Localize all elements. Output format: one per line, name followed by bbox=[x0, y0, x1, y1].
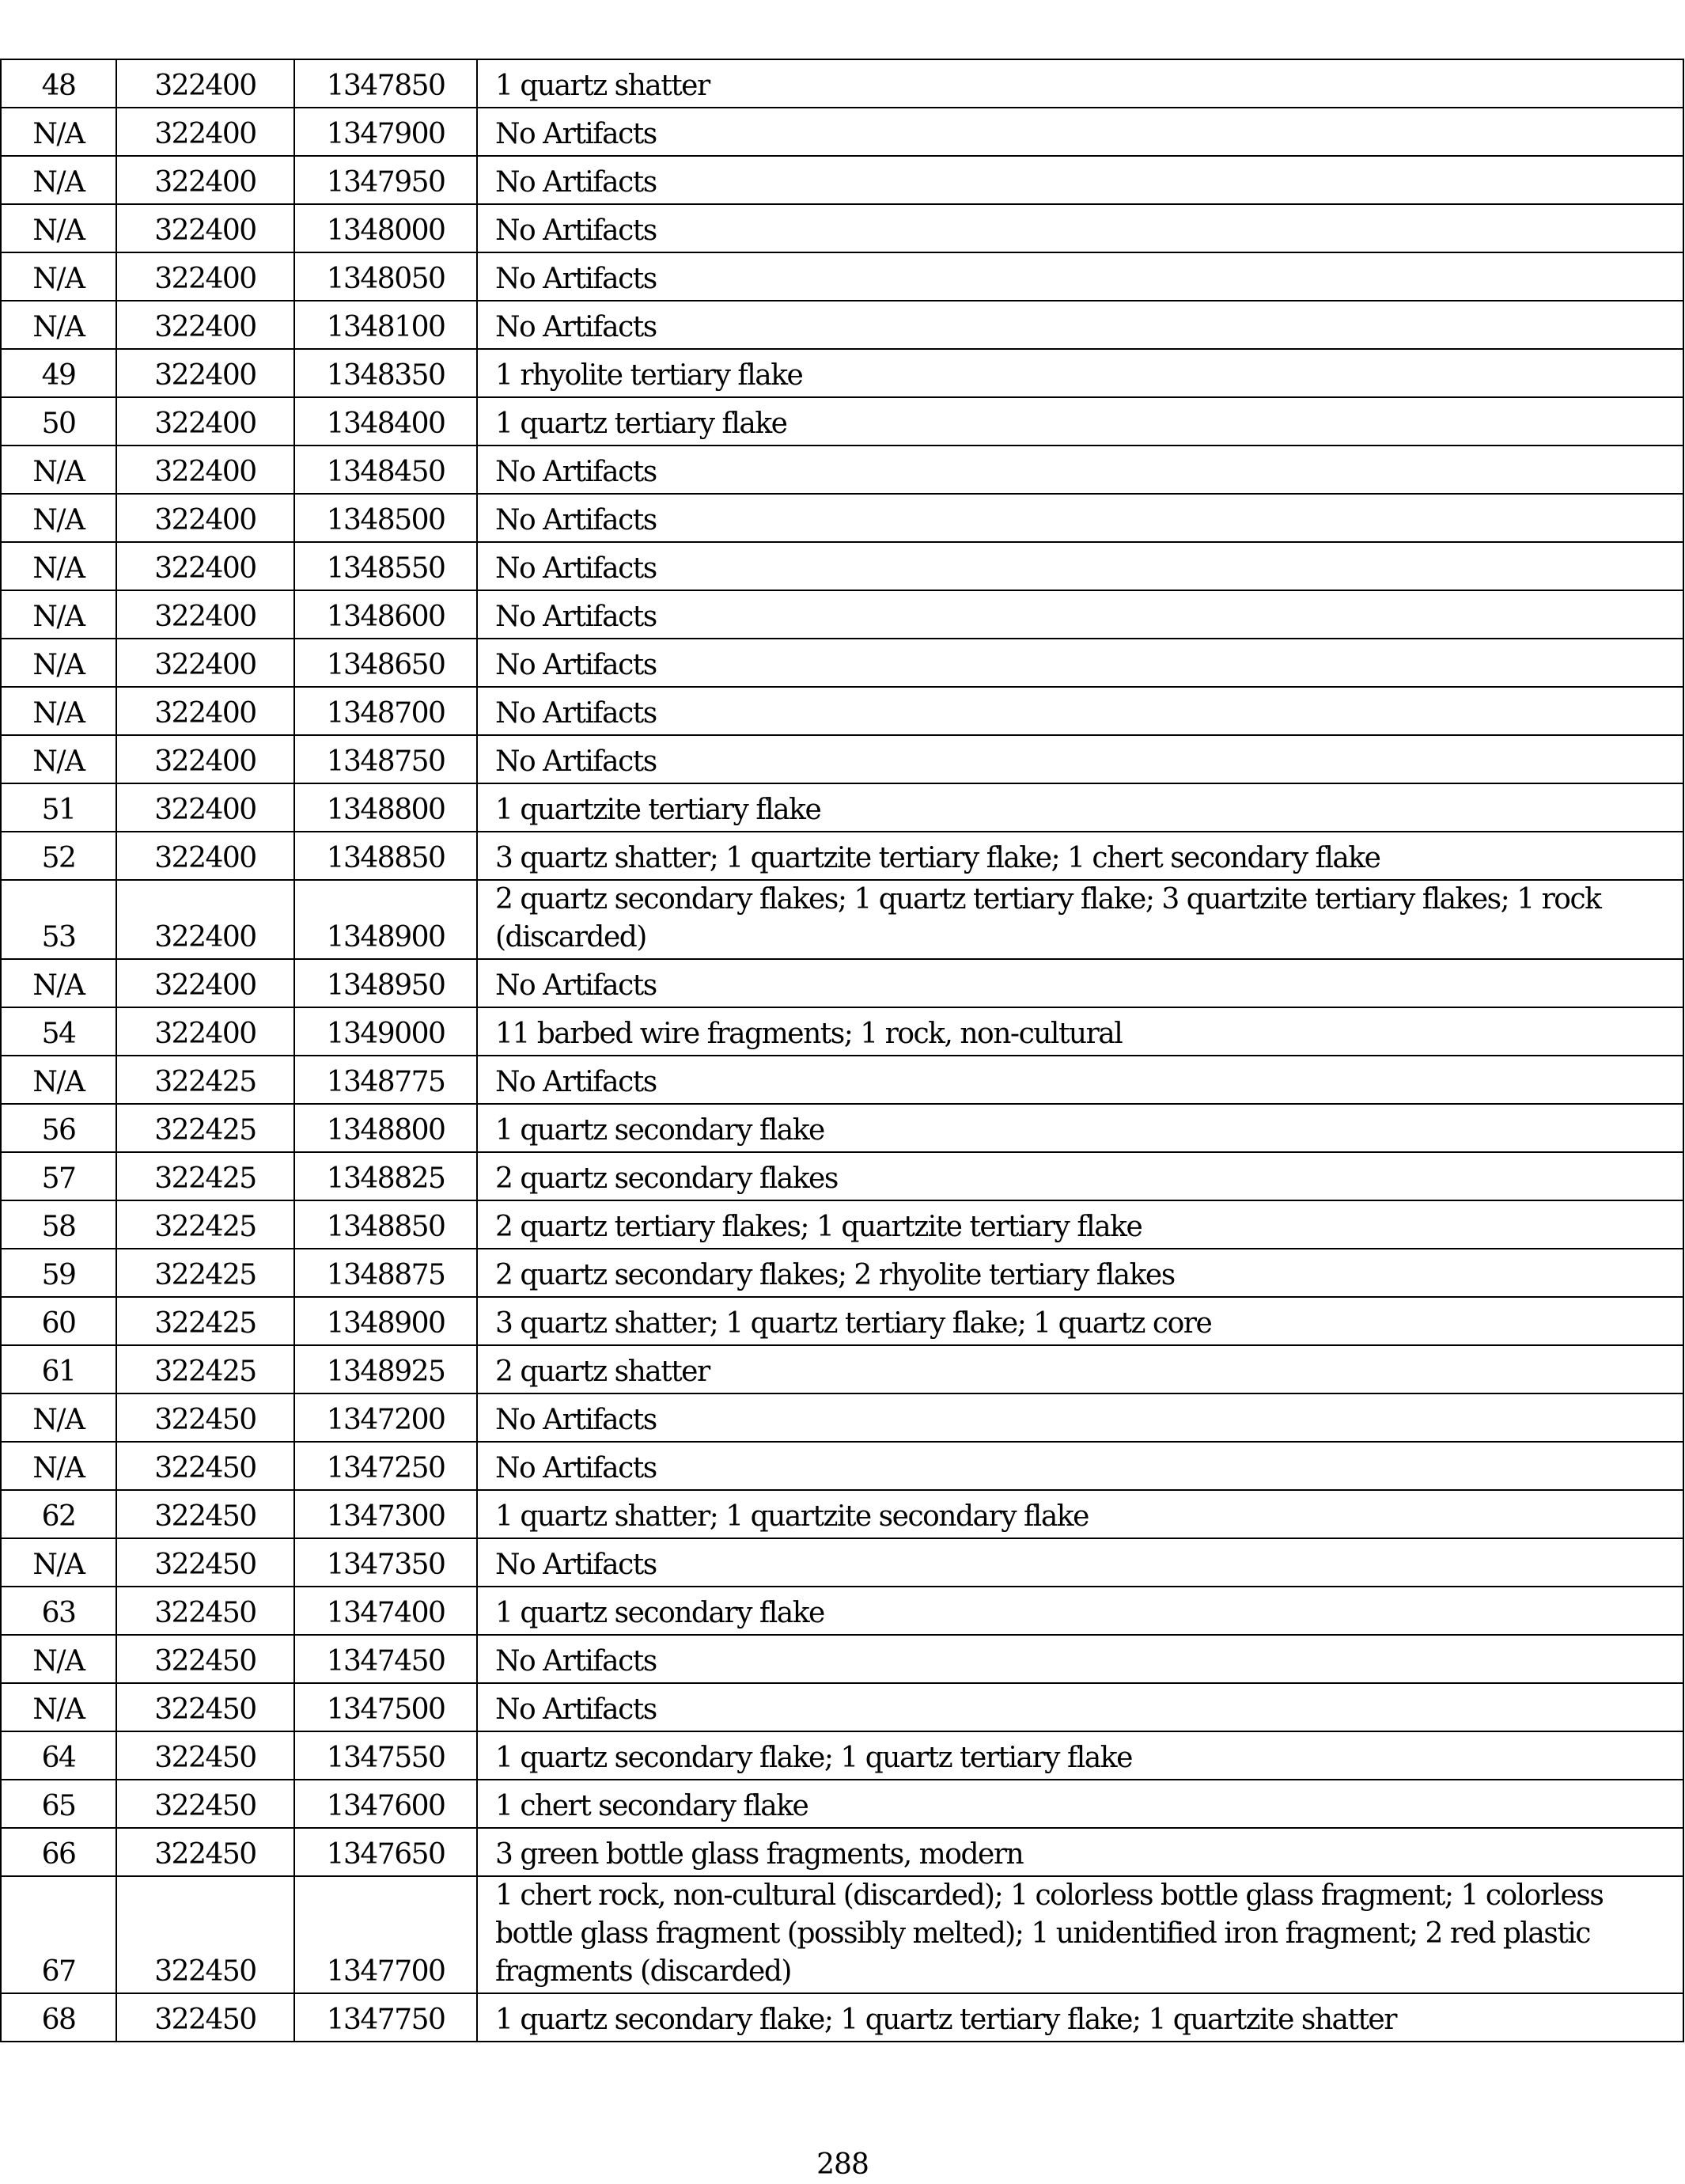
table-row bbox=[1, 397, 1683, 446]
table-row bbox=[1, 542, 1683, 590]
artifact-description-cell: No Artifacts bbox=[477, 494, 1683, 542]
table-row bbox=[1, 1345, 1683, 1393]
easting-cell: 322425 bbox=[116, 1056, 294, 1104]
table-row bbox=[1, 1587, 1683, 1635]
artifact-description-cell: 1 quartz tertiary flake bbox=[477, 397, 1683, 446]
northing-cell: 1347900 bbox=[294, 108, 477, 156]
easting-cell: 322450 bbox=[116, 1828, 294, 1876]
northing-cell: 1348900 bbox=[294, 1297, 477, 1345]
northing-cell: 1348650 bbox=[294, 639, 477, 687]
easting-cell: 322425 bbox=[116, 1152, 294, 1200]
table-row bbox=[1, 639, 1683, 687]
table-row bbox=[1, 1007, 1683, 1056]
shovel-test-number-cell: 49 bbox=[1, 349, 116, 397]
artifact-description-cell: No Artifacts bbox=[477, 542, 1683, 590]
easting-cell: 322400 bbox=[116, 156, 294, 204]
table-row bbox=[1, 494, 1683, 542]
table-row bbox=[1, 1683, 1683, 1731]
shovel-test-number-cell: N/A bbox=[1, 735, 116, 783]
table-row bbox=[1, 1297, 1683, 1345]
northing-cell: 1348800 bbox=[294, 783, 477, 832]
northing-cell: 1348825 bbox=[294, 1152, 477, 1200]
artifact-description-cell: No Artifacts bbox=[477, 156, 1683, 204]
artifact-description-cell: 1 quartz secondary flake; 1 quartz tertiary flake bbox=[477, 1731, 1683, 1780]
artifact-description-cell: No Artifacts bbox=[477, 687, 1683, 735]
shovel-test-number-cell: 66 bbox=[1, 1828, 116, 1876]
artifact-description-cell: No Artifacts bbox=[477, 252, 1683, 301]
shovel-test-number-cell: 68 bbox=[1, 1993, 116, 2042]
shovel-test-number-cell: 65 bbox=[1, 1780, 116, 1828]
easting-cell: 322400 bbox=[116, 542, 294, 590]
table-row bbox=[1, 687, 1683, 735]
easting-cell: 322450 bbox=[116, 1993, 294, 2042]
northing-cell: 1348450 bbox=[294, 446, 477, 494]
easting-cell: 322400 bbox=[116, 735, 294, 783]
table-row bbox=[1, 590, 1683, 639]
easting-cell: 322450 bbox=[116, 1442, 294, 1490]
artifact-description-cell: 2 quartz secondary flakes; 1 quartz tertiary flake; 3 quartzite tertiary flakes; 1 rock (discarded) bbox=[477, 880, 1683, 959]
table-row bbox=[1, 1490, 1683, 1538]
table-row bbox=[1, 1876, 1683, 1993]
northing-cell: 1348850 bbox=[294, 1200, 477, 1249]
easting-cell: 322400 bbox=[116, 252, 294, 301]
table-row bbox=[1, 735, 1683, 783]
shovel-test-number-cell: 51 bbox=[1, 783, 116, 832]
easting-cell: 322425 bbox=[116, 1104, 294, 1152]
artifact-description-cell: No Artifacts bbox=[477, 301, 1683, 349]
table-row bbox=[1, 156, 1683, 204]
table-row bbox=[1, 832, 1683, 880]
northing-cell: 1347250 bbox=[294, 1442, 477, 1490]
artifact-description-cell: No Artifacts bbox=[477, 446, 1683, 494]
artifact-description-cell: 2 quartz tertiary flakes; 1 quartzite tertiary flake bbox=[477, 1200, 1683, 1249]
shovel-test-number-cell: 62 bbox=[1, 1490, 116, 1538]
northing-cell: 1348400 bbox=[294, 397, 477, 446]
table-row bbox=[1, 349, 1683, 397]
table-row bbox=[1, 1393, 1683, 1442]
easting-cell: 322400 bbox=[116, 349, 294, 397]
shovel-test-number-cell: N/A bbox=[1, 687, 116, 735]
northing-cell: 1347350 bbox=[294, 1538, 477, 1587]
shovel-test-number-cell: 50 bbox=[1, 397, 116, 446]
northing-cell: 1347200 bbox=[294, 1393, 477, 1442]
northing-cell: 1347500 bbox=[294, 1683, 477, 1731]
shovel-test-number-cell: 54 bbox=[1, 1007, 116, 1056]
northing-cell: 1347600 bbox=[294, 1780, 477, 1828]
shovel-test-number-cell: 48 bbox=[1, 59, 116, 108]
easting-cell: 322425 bbox=[116, 1345, 294, 1393]
shovel-test-number-cell: N/A bbox=[1, 1442, 116, 1490]
shovel-test-number-cell: N/A bbox=[1, 590, 116, 639]
northing-cell: 1348500 bbox=[294, 494, 477, 542]
artifact-description-cell: No Artifacts bbox=[477, 590, 1683, 639]
easting-cell: 322450 bbox=[116, 1490, 294, 1538]
artifact-description-cell: 1 rhyolite tertiary flake bbox=[477, 349, 1683, 397]
northing-cell: 1348600 bbox=[294, 590, 477, 639]
shovel-test-number-cell: N/A bbox=[1, 1538, 116, 1587]
table-row bbox=[1, 1993, 1683, 2042]
shovel-test-number-cell: N/A bbox=[1, 1393, 116, 1442]
shovel-test-number-cell: N/A bbox=[1, 1683, 116, 1731]
easting-cell: 322400 bbox=[116, 783, 294, 832]
table-row bbox=[1, 59, 1683, 108]
artifact-description-cell: 11 barbed wire fragments; 1 rock, non-cultural bbox=[477, 1007, 1683, 1056]
easting-cell: 322400 bbox=[116, 108, 294, 156]
northing-cell: 1348550 bbox=[294, 542, 477, 590]
northing-cell: 1348925 bbox=[294, 1345, 477, 1393]
shovel-test-number-cell: N/A bbox=[1, 1056, 116, 1104]
northing-cell: 1348100 bbox=[294, 301, 477, 349]
northing-cell: 1348900 bbox=[294, 880, 477, 959]
table-row bbox=[1, 1538, 1683, 1587]
northing-cell: 1347550 bbox=[294, 1731, 477, 1780]
easting-cell: 322400 bbox=[116, 880, 294, 959]
northing-cell: 1348950 bbox=[294, 959, 477, 1007]
northing-cell: 1347450 bbox=[294, 1635, 477, 1683]
artifact-table-body bbox=[1, 59, 1683, 2042]
shovel-test-number-cell: N/A bbox=[1, 108, 116, 156]
easting-cell: 322400 bbox=[116, 397, 294, 446]
artifact-description-cell: 3 quartz shatter; 1 quartzite tertiary flake; 1 chert secondary flake bbox=[477, 832, 1683, 880]
table-row bbox=[1, 1056, 1683, 1104]
northing-cell: 1348000 bbox=[294, 204, 477, 252]
artifact-description-cell: 2 quartz shatter bbox=[477, 1345, 1683, 1393]
northing-cell: 1347950 bbox=[294, 156, 477, 204]
artifact-description-cell: No Artifacts bbox=[477, 1683, 1683, 1731]
shovel-test-number-cell: 59 bbox=[1, 1249, 116, 1297]
artifact-description-cell: No Artifacts bbox=[477, 1635, 1683, 1683]
table-row bbox=[1, 959, 1683, 1007]
easting-cell: 322425 bbox=[116, 1249, 294, 1297]
easting-cell: 322400 bbox=[116, 301, 294, 349]
artifact-description-cell: No Artifacts bbox=[477, 735, 1683, 783]
northing-cell: 1347300 bbox=[294, 1490, 477, 1538]
easting-cell: 322400 bbox=[116, 59, 294, 108]
page-number: 288 bbox=[816, 2148, 869, 2181]
shovel-test-number-cell: N/A bbox=[1, 494, 116, 542]
artifact-description-cell: 1 quartz shatter bbox=[477, 59, 1683, 108]
table-row bbox=[1, 1442, 1683, 1490]
northing-cell: 1349000 bbox=[294, 1007, 477, 1056]
artifact-description-cell: 1 quartz secondary flake bbox=[477, 1587, 1683, 1635]
table-row bbox=[1, 1635, 1683, 1683]
table-row bbox=[1, 1249, 1683, 1297]
northing-cell: 1347700 bbox=[294, 1876, 477, 1993]
table-row bbox=[1, 1731, 1683, 1780]
artifact-description-cell: No Artifacts bbox=[477, 959, 1683, 1007]
shovel-test-number-cell: N/A bbox=[1, 542, 116, 590]
easting-cell: 322450 bbox=[116, 1635, 294, 1683]
easting-cell: 322425 bbox=[116, 1200, 294, 1249]
shovel-test-number-cell: N/A bbox=[1, 156, 116, 204]
easting-cell: 322400 bbox=[116, 687, 294, 735]
shovel-test-number-cell: 58 bbox=[1, 1200, 116, 1249]
artifact-description-cell: 1 quartz secondary flake bbox=[477, 1104, 1683, 1152]
northing-cell: 1348800 bbox=[294, 1104, 477, 1152]
artifact-description-cell: No Artifacts bbox=[477, 639, 1683, 687]
easting-cell: 322400 bbox=[116, 494, 294, 542]
shovel-test-number-cell: 61 bbox=[1, 1345, 116, 1393]
artifact-description-cell: 1 chert rock, non-cultural (discarded); 1 colorless bottle glass fragment; 1 colorless bottle glass fragment (possibly melted); 1 unidentified iron fragment; 2 red plastic fragments (discarded) bbox=[477, 1876, 1683, 1993]
artifact-description-cell: No Artifacts bbox=[477, 1393, 1683, 1442]
easting-cell: 322400 bbox=[116, 1007, 294, 1056]
artifact-description-cell: 3 green bottle glass fragments, modern bbox=[477, 1828, 1683, 1876]
table-row bbox=[1, 1780, 1683, 1828]
table-row bbox=[1, 108, 1683, 156]
shovel-test-number-cell: 67 bbox=[1, 1876, 116, 1993]
northing-cell: 1347650 bbox=[294, 1828, 477, 1876]
artifact-description-cell: 1 quartz shatter; 1 quartzite secondary flake bbox=[477, 1490, 1683, 1538]
shovel-test-number-cell: N/A bbox=[1, 959, 116, 1007]
easting-cell: 322450 bbox=[116, 1683, 294, 1731]
easting-cell: 322400 bbox=[116, 639, 294, 687]
artifact-description-cell: No Artifacts bbox=[477, 1056, 1683, 1104]
artifact-description-cell: No Artifacts bbox=[477, 108, 1683, 156]
shovel-test-number-cell: N/A bbox=[1, 446, 116, 494]
table-row bbox=[1, 204, 1683, 252]
northing-cell: 1347850 bbox=[294, 59, 477, 108]
easting-cell: 322425 bbox=[116, 1297, 294, 1345]
shovel-test-number-cell: 56 bbox=[1, 1104, 116, 1152]
shovel-test-number-cell: N/A bbox=[1, 252, 116, 301]
table-row bbox=[1, 301, 1683, 349]
northing-cell: 1348875 bbox=[294, 1249, 477, 1297]
shovel-test-number-cell: 52 bbox=[1, 832, 116, 880]
shovel-test-number-cell: N/A bbox=[1, 204, 116, 252]
table-row bbox=[1, 1828, 1683, 1876]
easting-cell: 322400 bbox=[116, 959, 294, 1007]
shovel-test-number-cell: 63 bbox=[1, 1587, 116, 1635]
easting-cell: 322450 bbox=[116, 1538, 294, 1587]
easting-cell: 322400 bbox=[116, 832, 294, 880]
artifact-description-cell: No Artifacts bbox=[477, 204, 1683, 252]
shovel-test-number-cell: N/A bbox=[1, 1635, 116, 1683]
table-row bbox=[1, 880, 1683, 959]
shovel-test-number-cell: 53 bbox=[1, 880, 116, 959]
easting-cell: 322450 bbox=[116, 1876, 294, 1993]
artifact-description-cell: No Artifacts bbox=[477, 1538, 1683, 1587]
easting-cell: 322450 bbox=[116, 1587, 294, 1635]
table-row bbox=[1, 1152, 1683, 1200]
shovel-test-number-cell: 57 bbox=[1, 1152, 116, 1200]
easting-cell: 322400 bbox=[116, 446, 294, 494]
shovel-test-number-cell: 60 bbox=[1, 1297, 116, 1345]
northing-cell: 1348750 bbox=[294, 735, 477, 783]
table-row bbox=[1, 1104, 1683, 1152]
artifact-description-cell: 1 quartz secondary flake; 1 quartz tertiary flake; 1 quartzite shatter bbox=[477, 1993, 1683, 2042]
artifact-description-cell: 2 quartz secondary flakes bbox=[477, 1152, 1683, 1200]
northing-cell: 1348775 bbox=[294, 1056, 477, 1104]
shovel-test-number-cell: N/A bbox=[1, 301, 116, 349]
easting-cell: 322450 bbox=[116, 1393, 294, 1442]
northing-cell: 1348350 bbox=[294, 349, 477, 397]
artifact-description-cell: 2 quartz secondary flakes; 2 rhyolite tertiary flakes bbox=[477, 1249, 1683, 1297]
northing-cell: 1348700 bbox=[294, 687, 477, 735]
table-row bbox=[1, 446, 1683, 494]
artifact-description-cell: 1 chert secondary flake bbox=[477, 1780, 1683, 1828]
artifact-table bbox=[0, 59, 1684, 2042]
shovel-test-number-cell: 64 bbox=[1, 1731, 116, 1780]
easting-cell: 322400 bbox=[116, 204, 294, 252]
northing-cell: 1348050 bbox=[294, 252, 477, 301]
easting-cell: 322450 bbox=[116, 1780, 294, 1828]
northing-cell: 1347750 bbox=[294, 1993, 477, 2042]
table-row bbox=[1, 1200, 1683, 1249]
artifact-description-cell: 1 quartzite tertiary flake bbox=[477, 783, 1683, 832]
easting-cell: 322450 bbox=[116, 1731, 294, 1780]
artifact-description-cell: 3 quartz shatter; 1 quartz tertiary flake; 1 quartz core bbox=[477, 1297, 1683, 1345]
table-row bbox=[1, 252, 1683, 301]
table-row bbox=[1, 783, 1683, 832]
northing-cell: 1347400 bbox=[294, 1587, 477, 1635]
northing-cell: 1348850 bbox=[294, 832, 477, 880]
easting-cell: 322400 bbox=[116, 590, 294, 639]
shovel-test-number-cell: N/A bbox=[1, 639, 116, 687]
artifact-description-cell: No Artifacts bbox=[477, 1442, 1683, 1490]
